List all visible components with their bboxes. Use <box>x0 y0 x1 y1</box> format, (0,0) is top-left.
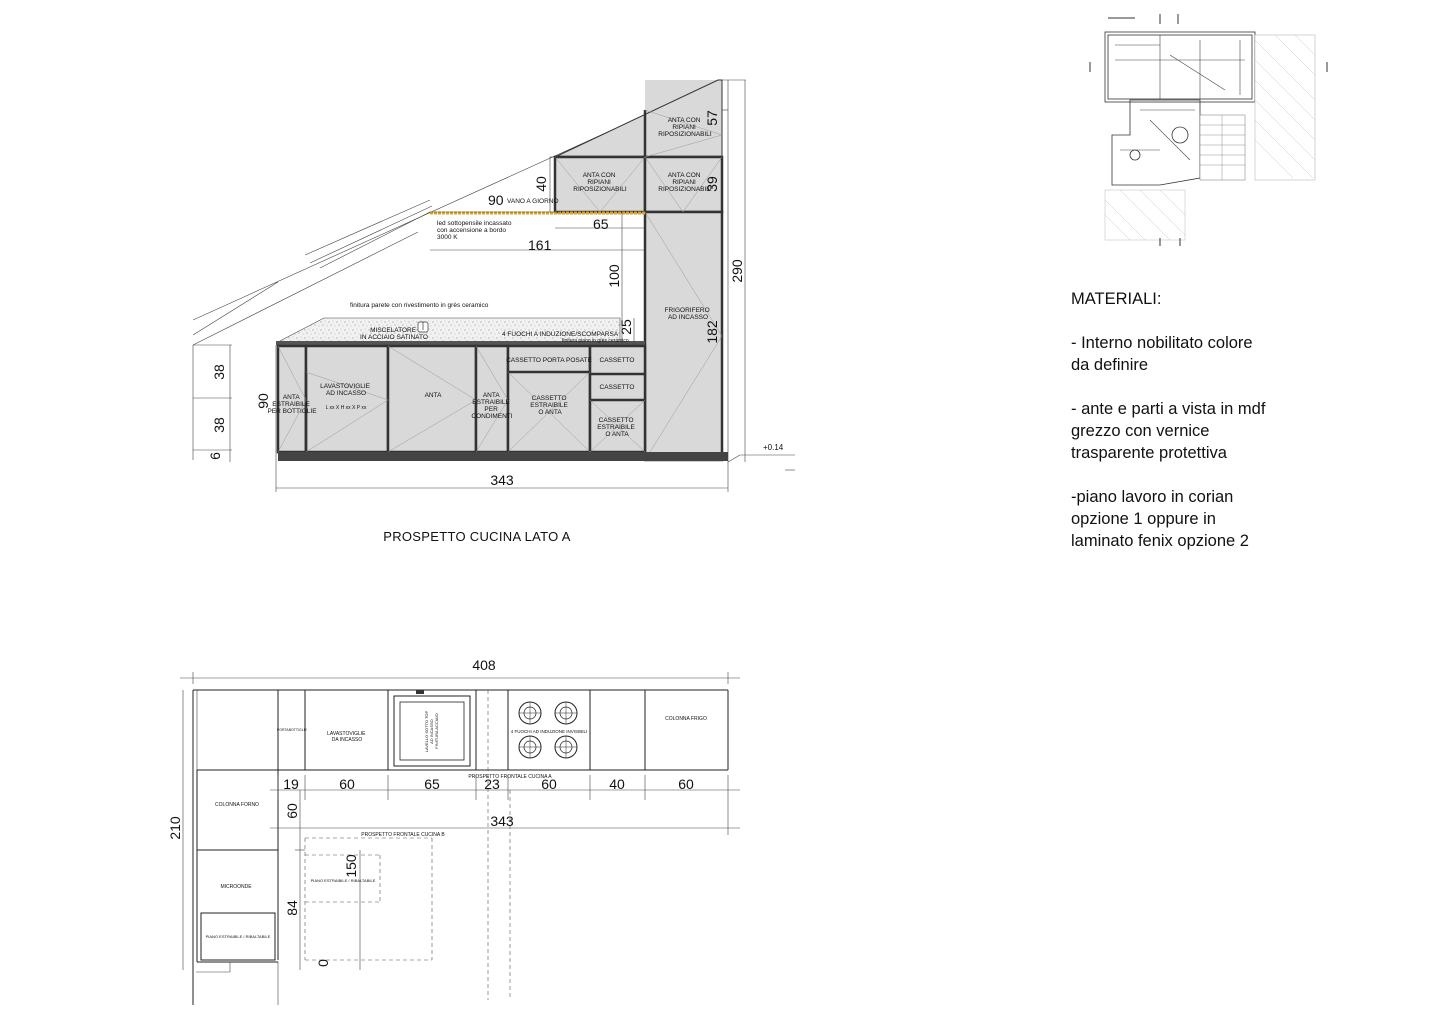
plan-dim-lines <box>180 672 740 970</box>
dim-65: 65 <box>593 216 609 232</box>
dim-19: 19 <box>283 776 299 792</box>
label-anta-ripiani-mid-left: ANTA CON RIPIANI RIPOSIZIONABILI <box>573 172 627 193</box>
dim-150: 150 <box>343 854 359 878</box>
label-prospetto-a: PROSPETTO FRONTALE CUCINA A <box>468 774 552 780</box>
dim-343-elev: 343 <box>490 472 514 488</box>
label-cassetto-3: CASSETTO ESTRAIBILE O ANTA <box>597 417 635 438</box>
key-plan <box>1090 14 1327 246</box>
dim-90-base: 90 <box>255 393 271 409</box>
dim-60-vertical: 60 <box>284 803 300 819</box>
dim-60c: 60 <box>678 776 694 792</box>
label-finitura-parete: finitura parete con rivestimento in grès ceramico <box>350 302 489 309</box>
left-wall-niche <box>193 345 232 450</box>
label-fuochi: 4 FUOCHI A INDUZIONE/SCOMPARSA <box>502 331 619 338</box>
label-vano-giorno: VANO A GIORNO <box>507 198 559 205</box>
dim-60a: 60 <box>339 776 355 792</box>
elevation-title: PROSPETTO CUCINA LATO A <box>383 529 571 544</box>
dim-40: 40 <box>533 176 549 192</box>
mixer-tap-icon <box>418 322 428 332</box>
label-cassetto-posate: CASSETTO PORTA POSATE <box>506 357 592 364</box>
kitchen-elevation <box>193 80 795 544</box>
label-piano-estraibile-2: PIANO ESTRAIBILE / RIBALTABILE <box>310 878 376 883</box>
dim-38b: 38 <box>211 417 227 433</box>
label-prospetto-b: PROSPETTO FRONTALE CUCINA B <box>361 832 445 838</box>
material-item-interior: - Interno nobilitato colore da definire <box>1071 334 1253 374</box>
dim-161: 161 <box>528 237 552 253</box>
label-lavastoviglie: LAVASTOVIGLIE AD INCASSO <box>320 383 371 397</box>
dim-57: 57 <box>704 110 720 126</box>
dim-65-plan: 65 <box>424 776 440 792</box>
label-colonna-frigo: COLONNA FRIGO <box>665 716 707 722</box>
material-item-doors: - ante e parti a vista in mdf grezzo con vernice trasparente protettiva <box>1071 400 1266 462</box>
dim-0: 0 <box>315 959 331 967</box>
dim-60b: 60 <box>541 776 557 792</box>
dim-84: 84 <box>284 900 300 916</box>
material-item-worktop: -piano lavoro in corian opzione 1 oppure in laminato fenix opzione 2 <box>1071 488 1249 550</box>
label-anta-ripiani-mid-right: ANTA CON RIPIANI RIPOSIZIONABILI <box>658 172 712 193</box>
plan-structure <box>193 690 728 1005</box>
plinth <box>278 452 728 461</box>
label-piano-estraibile-1: PIANO ESTRAIBILE / RIBALTABILE <box>205 934 271 939</box>
label-microonde: MICROONDE <box>220 884 252 890</box>
dim-40-plan: 40 <box>609 776 625 792</box>
level-marker: +0.14 <box>763 443 784 452</box>
label-cassetto-1: CASSETTO <box>599 357 635 364</box>
dim-39: 39 <box>704 176 720 192</box>
label-portabottiglie: PORTABOTTIGLIE <box>276 728 308 732</box>
label-fuochi-plan: 4 FUOCHI AD INDUZIONE INVISIBILI <box>510 729 588 734</box>
dim-182: 182 <box>704 320 720 344</box>
materials-title: MATERIALI: <box>1071 290 1162 308</box>
label-finitura-piano: finitura piano in grès ceramico <box>562 338 629 344</box>
dim-290: 290 <box>729 259 745 283</box>
label-anta-bottiglie: ANTA ESTRAIBILE PER BOTTIGLIE <box>267 394 317 415</box>
label-lavastoviglie-plan: LAVASTOVIGLIE DA INCASSO <box>327 731 366 743</box>
label-lavastoviglie-size: L xx X H xx X P xx <box>325 405 367 411</box>
dim-38a: 38 <box>211 364 227 380</box>
dim-25: 25 <box>618 319 634 335</box>
label-colonna-forno: COLONNA FORNO <box>215 802 259 808</box>
dim-6: 6 <box>207 452 223 460</box>
kitchen-plan <box>167 657 740 1005</box>
label-lavello: LAVELLO SOTTO TOP AD INCASSO FINITURA ACCIAIO <box>424 710 439 753</box>
dim-343-plan: 343 <box>490 813 514 829</box>
label-anta-ripiani-top: ANTA CON RIPIANI RIPOSIZIONABILI <box>658 117 712 138</box>
materials-notes <box>1071 288 1371 574</box>
dim-210: 210 <box>167 816 183 840</box>
label-cassetto-2: CASSETTO <box>599 384 635 391</box>
label-anta-condimenti: ANTA ESTRAIBILE PER CONDIMENTI <box>471 392 513 420</box>
label-cassetto-estraibile: CASSETTO ESTRAIBILE O ANTA <box>530 395 568 416</box>
label-anta: ANTA <box>424 392 442 399</box>
label-led: led sottopensile incassato con accensione a bordo 3000 K <box>437 220 512 241</box>
label-miscelatore: MISCELATORE IN ACCIAIO SATINATO <box>360 327 428 341</box>
dim-23: 23 <box>484 776 500 792</box>
dim-90-vano: 90 <box>488 192 504 208</box>
label-frigorifero: FRIGORIFERO AD INCASSO <box>664 307 710 321</box>
dim-100: 100 <box>606 264 622 288</box>
dim-408: 408 <box>472 657 496 673</box>
